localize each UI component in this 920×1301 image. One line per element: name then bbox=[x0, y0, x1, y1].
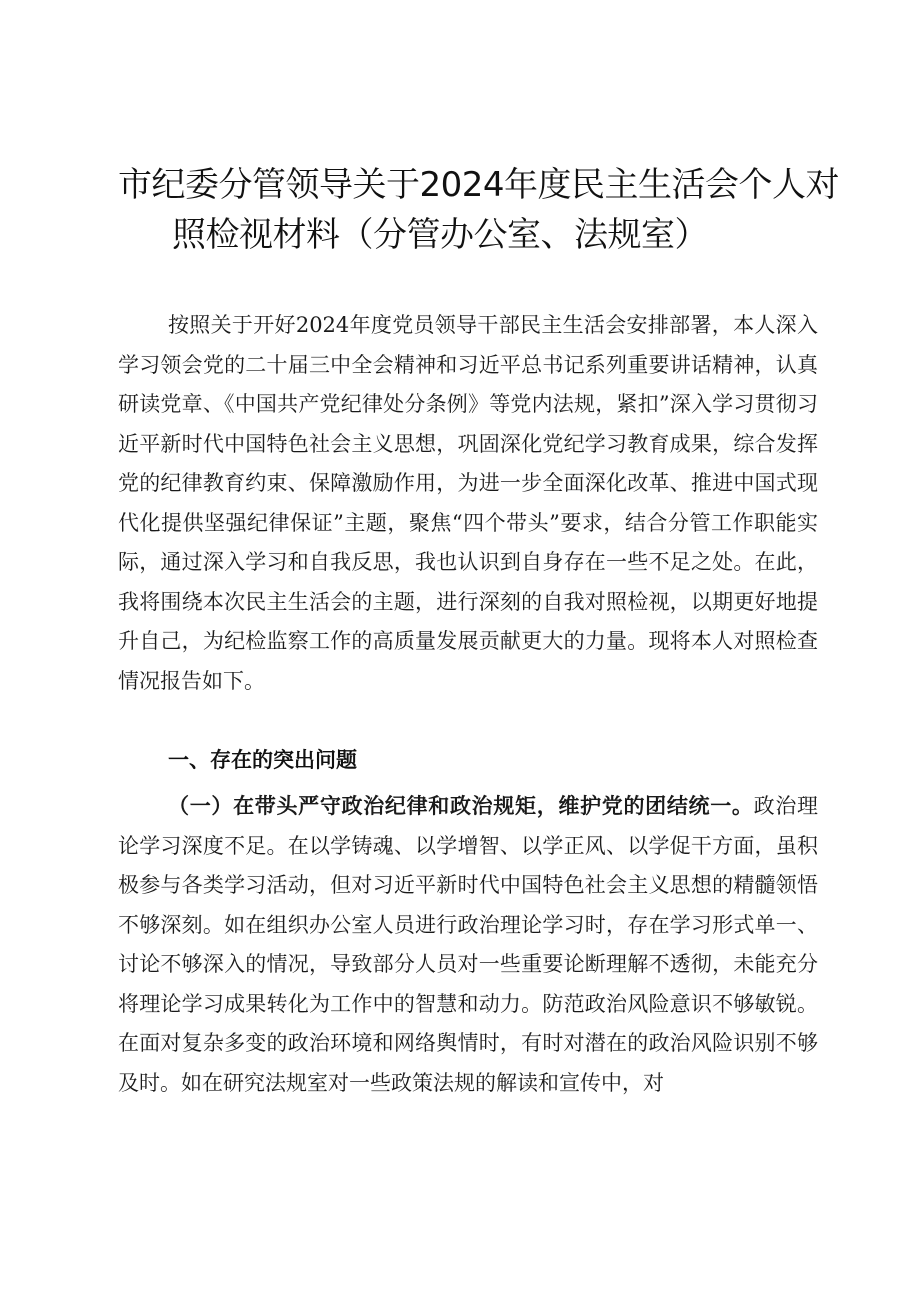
title-line-1: 市纪委分管领导关于2024年度民主生活会个人对 bbox=[118, 165, 840, 205]
document-title bbox=[118, 160, 840, 260]
intro-paragraph-text: 按照关于开好2024年度党员领导干部民主生活会安排部署，本人深入学习领会党的二十届三中全会精神和习近平总书记系列重要讲话精神，认真研读党章、《中国共产党纪律处分条例》等党内法规，紧扣”深入学习贯彻习近平新时代中国特色社会主义思想，巩固深化党纪学习教育成果，综合发挥党的纪律教育约束、保障激励作用，为进一步全面深化改革、推进中国式现代化提供坚强纪律保证”主题，聚焦“四个带头”要求，结合分管工作职能实际，通过深入学习和自我反思，我也认识到自身存在一些不足之处。在此，我将围绕本次民主生活会的主题，进行深刻的自我对照检视，以期更好地提升自己，为纪检监察工作的高质量发展贡献更大的力量。现将本人对照检查情况报告如下。 bbox=[118, 313, 818, 693]
subsection-lead: （一）在带头严守政治纪律和政治规矩，维护党的团结统一。 bbox=[168, 793, 754, 818]
subsection-paragraph bbox=[118, 786, 818, 1103]
subsection-body: 政治理论学习深度不足。在以学铸魂、以学增智、以学正风、以学促干方面，虽积极参与各类学习活动，但对习近平新时代中国特色社会主义思想的精髓领悟不够深刻。如在组织办公室人员进行政治理论学习时，存在学习形式单一、讨论不够深入的情况，导致部分人员对一些重要论断理解不透彻，未能充分将理论学习成果转化为工作中的智慧和动力。防范政治风险意识不够敏锐。在面对复杂多变的政治环境和网络舆情时，有时对潜在的政治风险识别不够及时。如在研究法规室对一些政策法规的解读和宣传中，对 bbox=[118, 794, 819, 1095]
section-heading: 一、存在的突出问题 bbox=[168, 747, 357, 772]
title-line-2: 照检视材料（分管办公室、法规室） bbox=[172, 215, 708, 255]
intro-paragraph bbox=[118, 306, 818, 701]
